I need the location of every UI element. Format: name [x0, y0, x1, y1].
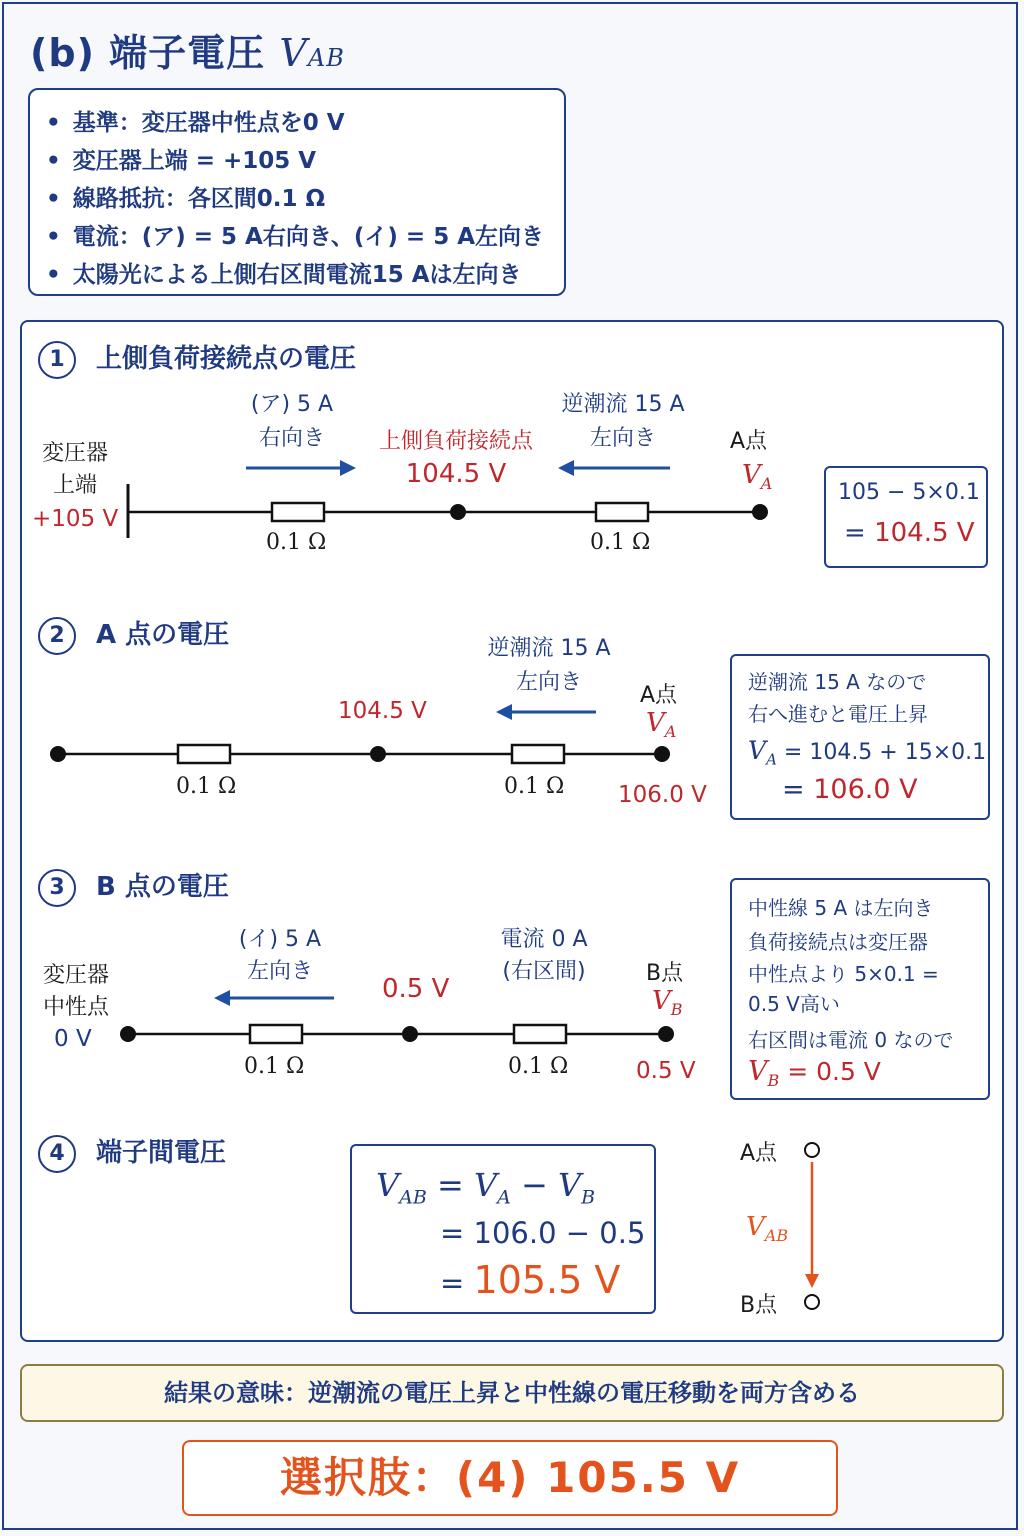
terminal-b-icon: [805, 1295, 819, 1309]
a-point-label: A点: [740, 1141, 778, 1166]
node-dot: [658, 1026, 674, 1042]
b-point-voltage: 0.5 V: [636, 1058, 696, 1084]
final-calc-box: $V_{AB} = V_A - V_B$ = 106.0 − 0.5 = 105.5 V: [350, 1144, 656, 1314]
b-point-label: B点: [646, 961, 684, 986]
result-meaning-banner: 結果の意味：逆潮流の電圧上昇と中性線の電圧移動を両方含める: [20, 1364, 1004, 1422]
node-dot: [654, 746, 670, 762]
mid-node-voltage: 104.5 V: [338, 698, 427, 724]
vb-symbol: $V_B$: [652, 986, 683, 1020]
terminal-voltage-diagram: [22, 1116, 1002, 1340]
section-1-title: 1 上側負荷接続点の電圧: [38, 338, 356, 379]
assumption-item: • 太陽光による上側右区間電流15 Aは左向き: [46, 256, 548, 294]
arrow-left-icon: [496, 704, 512, 720]
transformer-neutral-label: 変圧器 中性点: [42, 963, 109, 1020]
resistor: [178, 745, 230, 763]
calc-box-2: 逆潮流 15 A なので 右へ進むと電圧上昇 $V_A = 104.5 + 15\times 0.1$ = 106.0 V: [730, 654, 990, 820]
assumption-item: • 基準：変圧器中性点を0 V: [46, 104, 548, 142]
top-voltage: +105 V: [32, 506, 119, 532]
step-number-2: 2: [38, 617, 76, 655]
resistance-label: 0.1 Ω: [504, 774, 565, 799]
node-dot: [752, 504, 768, 520]
calc-box-1: 105 − 5×0.1 = 104.5 V: [824, 466, 988, 568]
assumption-item: • 線路抵抗：各区間0.1 Ω: [46, 180, 548, 218]
section-2-title: 2 A 点の電圧: [38, 614, 229, 655]
node-dot: [50, 746, 66, 762]
resistor: [514, 1025, 566, 1043]
resistor: [250, 1025, 302, 1043]
neutral-voltage: 0 V: [54, 1026, 92, 1052]
node-dot: [120, 1026, 136, 1042]
section-3-panel: [20, 850, 1004, 1118]
step-number-3: 3: [38, 869, 76, 907]
section-1-panel: [20, 320, 1004, 600]
current-i-label: (イ) 5 A 左向き: [238, 927, 322, 984]
node-dot: [402, 1026, 418, 1042]
resistance-label: 0.1 Ω: [266, 530, 327, 555]
arrow-left-icon: [558, 460, 574, 476]
resistor: [596, 503, 648, 521]
resistance-label: 0.1 Ω: [590, 530, 651, 555]
resistor: [272, 503, 324, 521]
resistor: [512, 745, 564, 763]
section-2-panel: [20, 598, 1004, 852]
reverse-flow-label: 逆潮流 15 A 左向き: [561, 392, 685, 451]
section-3-title: 3 B 点の電圧: [38, 866, 229, 907]
calc-box-3: 中性線 5 A は左向き 負荷接続点は変圧器 中性点より 5×0.1 = 0.5 V高い 右区間は電流 0 なので $V_B = 0.5$ V: [730, 878, 990, 1100]
node-dot: [370, 746, 386, 762]
answer-box: 選択肢：(4) 105.5 V: [182, 1440, 838, 1516]
resistance-label: 0.1 Ω: [244, 1054, 305, 1079]
resistance-label: 0.1 Ω: [508, 1054, 569, 1079]
resistance-label: 0.1 Ω: [176, 774, 237, 799]
reverse-flow-label: 逆潮流 15 A 左向き: [487, 636, 611, 695]
arrow-left-icon: [214, 990, 230, 1006]
assumption-item: • 電流：(ア) = 5 A右向き、(イ) = 5 A左向き: [46, 218, 548, 256]
arrow-right-icon: [340, 460, 356, 476]
page-title: (b) 端子電圧 VAB: [30, 31, 345, 75]
va-symbol: $V_A$: [742, 460, 773, 494]
zero-current-label: 電流 0 A (右区間): [500, 927, 588, 984]
step-number-4: 4: [38, 1135, 76, 1173]
a-point-label: A点: [640, 683, 678, 708]
va-symbol: $V_A$: [646, 708, 677, 742]
vab-symbol: $V_{AB}$: [746, 1212, 789, 1246]
load-node-label: 上側負荷接続点 104.5 V: [378, 429, 533, 489]
section-4-panel: [20, 1116, 1004, 1342]
assumptions-box: [28, 88, 566, 296]
transformer-top-label: 変圧器 上端: [41, 441, 108, 498]
a-point-voltage: 106.0 V: [618, 782, 707, 808]
section-4-title: 4 端子間電圧: [38, 1132, 226, 1173]
b-point-label: B点: [740, 1293, 778, 1318]
current-a-label: (ア) 5 A 右向き: [250, 392, 334, 451]
a-point-label: A点: [730, 429, 768, 454]
node-dot: [450, 504, 466, 520]
mid-node-voltage: 0.5 V: [382, 974, 450, 1004]
arrow-down-icon: [805, 1274, 819, 1288]
step-number-1: 1: [38, 341, 76, 379]
terminal-a-icon: [805, 1143, 819, 1157]
assumption-item: • 変圧器上端 = +105 V: [46, 142, 548, 180]
